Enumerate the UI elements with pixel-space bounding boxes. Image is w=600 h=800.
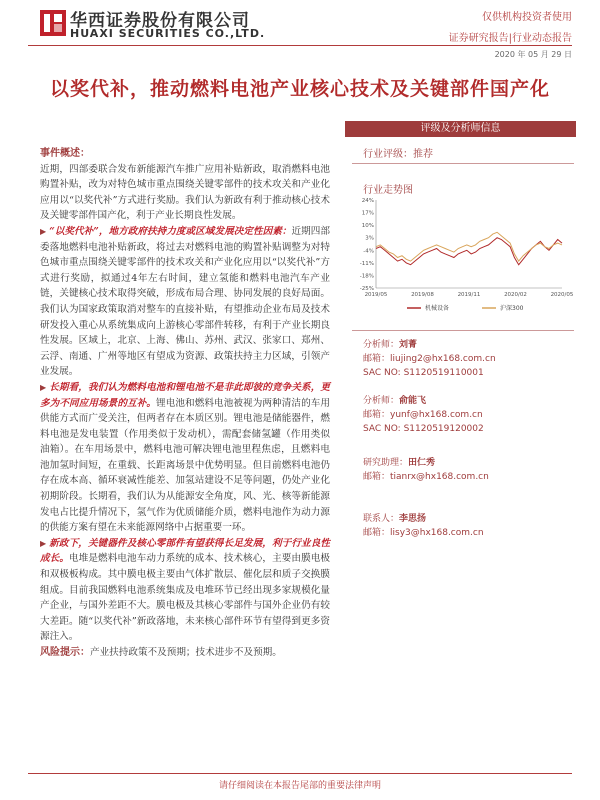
analyst-email[interactable]: 邮箱：yunf@hx168.com.cn (363, 410, 483, 420)
trend-chart (352, 196, 574, 320)
analyst-email[interactable]: 邮箱：lisy3@hx168.com.cn (363, 528, 484, 538)
series-line-1 (376, 232, 562, 261)
report-type: 证券研究报告|行业动态报告 (448, 33, 572, 44)
analyst-name: 刘菁 (399, 340, 418, 350)
paragraph-3 (40, 536, 330, 645)
paragraph-3-text: 电堆是燃料电池车动力系统的成本、技术核心，主要由膜电极和双极板构成。其中膜电极主要由气体扩散层、催化层和质子交换膜组成。目前我国燃料电池系统集成及电堆环节已经出现多家规模化量产企业，与国外差距不大。膜电极及其核心零部件与国外企业仍有较大差距。随“以奖代补”新政落地，未来核心部件环节有望得到更多资源注入。 (40, 553, 331, 643)
y-tick-label: 17% (361, 210, 374, 217)
legal-notice-footer[interactable]: 请仔细阅读在本报告尾部的重要法律声明 (218, 781, 381, 791)
series-line-0 (376, 238, 562, 265)
risk-paragraph (40, 645, 330, 661)
bullet-arrow-icon: ▶ (40, 226, 47, 236)
company-logo (40, 10, 66, 36)
y-tick-label: 10% (361, 223, 374, 230)
analyst-label: 分析师： (363, 396, 400, 406)
x-tick-label: 2019/05 (364, 292, 388, 298)
paragraph-1-text: 近期四部委落地燃料电池补贴新政，将过去对燃料电池的购置补贴调整为对特色城市重点围绕关键零部件的技术攻关和产业化应用以“以奖代补”方式进行奖励，拟通过4年左右时间，建立氢能和燃料电池汽车产业链，关键核心技术取得突破，形成布局合理、协同发展的良好局面。我们认为国家政策取消对整车的直接补贴，有望推动企业布局及技术研发投入重心从系统集成向上游核心零部件转移，有利于产业长期良性发展。区域上，北京、上海、佛山、苏州、武汉、张家口、郑州、云浮、南通、广州等地区有望成为资源、政策扶持主力区域，引领产业发展。 (40, 225, 331, 378)
y-tick-label: -11% (359, 260, 374, 267)
analyst-label: 研究助理： (363, 458, 409, 468)
risk-text: 产业扶持政策不及预期；技术进步不及预期。 (90, 647, 282, 658)
report-body (40, 146, 330, 661)
analyst-2 (363, 394, 484, 436)
company-name-cn: 华西证券股份有限公司 (70, 11, 250, 31)
paragraph-1 (40, 224, 330, 380)
footer-divider (28, 773, 572, 774)
y-tick-label: -25% (359, 286, 374, 292)
paragraph-2-text: 锂电池和燃料电池被视为两种清洁的车用供能方式而广受关注，但两者存在本质区别。锂电池是储能器件，燃料电池是发电装置（作用类似于发动机），需配套储氢罐（作用类似油箱）。在车用场景中，燃料电池可解决锂电池里程焦虑，且燃料电池加氢时间短，在重载、长距离场景中优势明显。但目前燃料电池仍存在成本高、循环衰减性能差、加氢站建设不足等问题，仍处产业化初期阶段。长期看，我们认为从能源安全角度，风、光、核等新能源发电占比提升情况下，氢气作为优质储能介质，燃料电池作为动力源的供能方案有望在未来能源网络中占据重要一环。 (40, 397, 331, 534)
paragraph-2-heading: 长期看，我们认为燃料电池和锂电池不是非此即彼的竞争关系，更多为不同应用场景的互补。 (40, 381, 331, 409)
sidebar-header: 评级及分析师信息 (345, 121, 576, 137)
analyst-3 (363, 456, 489, 484)
risk-heading: 风险提示： (40, 647, 90, 658)
event-paragraph: 近期，四部委联合发布新能源汽车推广应用补贴新政，取消燃料电池购置补贴，改为对特色城市重点围绕关键零部件的技术攻关和产业化应用以“以奖代补”方式进行奖励。我们认为新政有利于推动核心技术及关键零部件国产化，利于产业长期良性发展。 (40, 163, 330, 222)
analyst-name: 李思扬 (399, 514, 427, 524)
report-title: 以奖代补，推动燃料电池产业核心技术及关键部件国产化 (49, 78, 550, 100)
trend-chart-title: 行业走势图 (363, 185, 413, 196)
analyst-1 (363, 338, 496, 380)
y-tick-label: 3% (365, 235, 374, 242)
header-divider (28, 45, 572, 46)
paragraph-3-heading: 新政下，关键器件及核心零部件有望获得长足发展，利于行业良性成长。 (40, 537, 331, 565)
analyst-sidebar (345, 121, 576, 137)
x-tick-label: 2020/02 (504, 292, 527, 298)
analyst-divider (352, 330, 574, 331)
x-tick-label: 2020/05 (550, 292, 574, 298)
analyst-label: 联系人： (363, 514, 400, 524)
x-tick-label: 2019/08 (411, 292, 434, 298)
y-tick-label: -4% (363, 248, 374, 255)
analyst-4 (363, 512, 484, 540)
bullet-arrow-icon: ▶ (40, 382, 47, 392)
x-tick-label: 2019/11 (457, 292, 481, 298)
analyst-name: 俞能飞 (399, 396, 427, 406)
legend-label: 机械设备 (425, 305, 450, 312)
company-name-en: HUAXI SECURITIES CO.,LTD. (70, 27, 266, 40)
industry-rating: 行业评级：推荐 (363, 149, 433, 160)
analyst-email[interactable]: 邮箱：tianrx@hx168.com.cn (363, 472, 489, 482)
analyst-email[interactable]: 邮箱：liujing2@hx168.com.cn (363, 354, 496, 364)
paragraph-2 (40, 380, 330, 536)
paragraph-1-heading: “以奖代补”，地方政府扶持力度或区域发展决定性因素： (49, 225, 292, 237)
y-tick-label: 24% (361, 198, 374, 204)
y-tick-label: -18% (359, 273, 374, 280)
bullet-arrow-icon: ▶ (40, 538, 47, 548)
audience-note: 仅供机构投资者使用 (482, 12, 572, 23)
analyst-sac: SAC NO: S1120519120002 (363, 424, 484, 434)
legend-label: 沪深300 (500, 305, 524, 312)
event-heading: 事件概述： (40, 148, 90, 159)
report-date: 2020 年 05 月 29 日 (494, 50, 572, 59)
rating-divider (352, 163, 574, 164)
analyst-name: 田仁秀 (408, 458, 436, 468)
analyst-sac: SAC NO: S1120519110001 (363, 368, 484, 378)
analyst-label: 分析师： (363, 340, 400, 350)
